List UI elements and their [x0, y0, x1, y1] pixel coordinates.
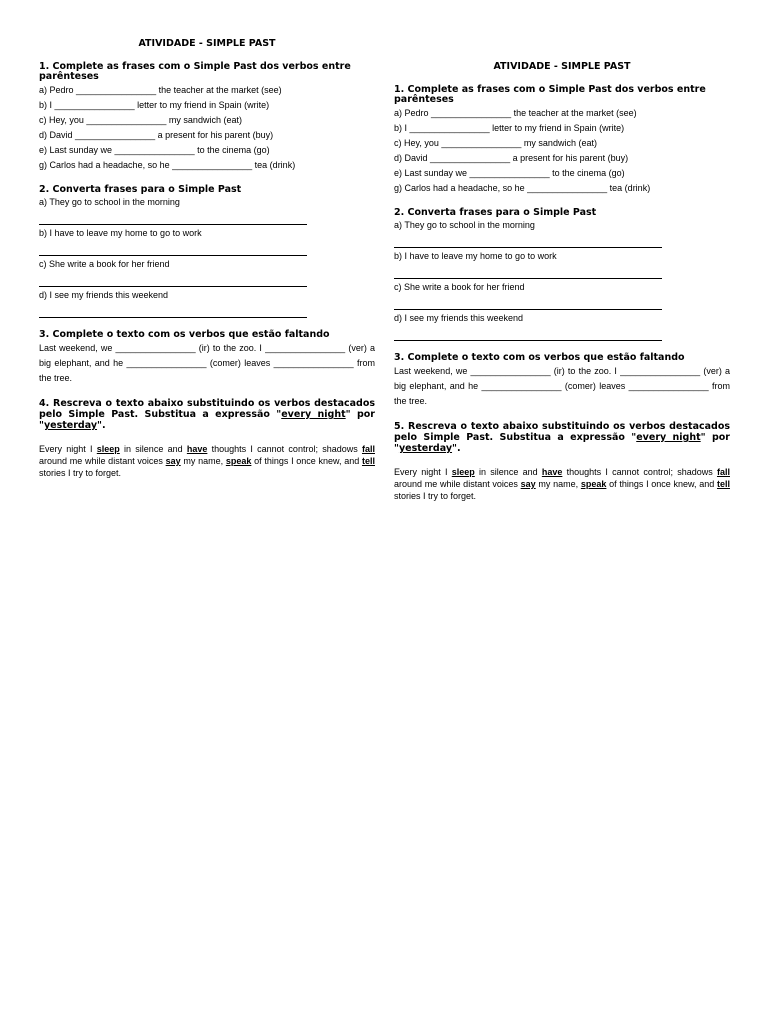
s1-item-e: e) Last sunday we ________________ to the cinema (go) — [394, 168, 625, 178]
s1-item-d: d) David ________________ a present for his parent (buy) — [39, 130, 274, 140]
answer-line — [39, 271, 307, 287]
section-1-title: 1. Complete as frases com o Simple Past dos verbos entre parênteses — [394, 84, 706, 105]
section-3-title: 3. Complete o texto com os verbos que estão faltando — [394, 352, 685, 363]
answer-line — [394, 325, 662, 341]
section-3 — [39, 330, 375, 386]
s1-item-b: b) I ________________ letter to my friend in Spain (write) — [39, 100, 270, 110]
section-3-title: 3. Complete o texto com os verbos que estão faltando — [39, 329, 330, 340]
verb-speak: speak — [225, 456, 252, 466]
s1-item-e: e) Last sunday we ________________ to the cinema (go) — [39, 145, 270, 155]
s2-prompt-d: d) I see my friends this weekend — [39, 290, 169, 300]
s2-prompt-a: a) They go to school in the morning — [394, 220, 535, 230]
section-2 — [394, 208, 730, 341]
section-4 — [39, 398, 375, 479]
answer-line — [39, 209, 307, 225]
section-4-title: 4. Rescreva o texto abaixo substituindo os verbos destacados pelo Simple Past. Substitua a expressão "every night" por "yesterday". — [39, 398, 376, 431]
verb-fall: fall — [361, 444, 375, 454]
worksheet-title: ATIVIDADE - SIMPLE PAST — [138, 38, 276, 49]
section-4-number: 4. — [39, 398, 50, 409]
s1-item-g: g) Carlos had a headache, so he ________________ tea (drink) — [39, 160, 296, 170]
verb-have: have — [186, 444, 208, 454]
answer-line — [394, 263, 662, 279]
section-1 — [394, 85, 730, 196]
answer-line — [394, 294, 662, 310]
section-5 — [394, 421, 730, 502]
verb-tell: tell — [361, 456, 375, 466]
s1-item-c: c) Hey, you ________________ my sandwich (eat) — [39, 115, 242, 125]
worksheet-title: ATIVIDADE - SIMPLE PAST — [493, 61, 631, 72]
s1-item-a: a) Pedro ________________ the teacher at the market (see) — [394, 108, 637, 118]
phrase-yesterday: yesterday — [43, 420, 98, 431]
s1-item-a: a) Pedro ________________ the teacher at the market (see) — [39, 85, 282, 95]
verb-speak: speak — [580, 479, 607, 489]
answer-line — [39, 302, 307, 318]
verb-sleep: sleep — [451, 467, 475, 477]
section-2-title: 2. Converta frases para o Simple Past — [394, 207, 597, 218]
s2-prompt-d: d) I see my friends this weekend — [394, 313, 524, 323]
s1-item-g: g) Carlos had a headache, so he ________________ tea (drink) — [394, 183, 651, 193]
verb-have: have — [541, 467, 563, 477]
section-1 — [39, 62, 375, 173]
s2-prompt-b: b) I have to leave my home to go to work — [39, 228, 202, 238]
story-paragraph: Every night I sleep in silence and have thoughts I cannot control; shadows fall around me while distant voices say my name, speak of things I once knew, and tell stories I try to forget. — [39, 444, 375, 478]
phrase-yesterday: yesterday — [398, 443, 453, 454]
s2-prompt-b: b) I have to leave my home to go to work — [394, 251, 557, 261]
section-1-title: 1. Complete as frases com o Simple Past dos verbos entre parênteses — [39, 61, 351, 82]
answer-line — [394, 232, 662, 248]
verb-tell: tell — [716, 479, 730, 489]
section-5-title: 5. Rescreva o texto abaixo substituindo os verbos destacados pelo Simple Past. Substitua a expressão "every night" por "yesterday". — [394, 421, 731, 454]
s2-prompt-c: c) She write a book for her friend — [39, 259, 170, 269]
phrase-every-night: every night — [281, 409, 346, 420]
verb-sleep: sleep — [96, 444, 120, 454]
section-2-title: 2. Converta frases para o Simple Past — [39, 184, 242, 195]
phrase-every-night: every night — [636, 432, 701, 443]
worksheet-left — [39, 38, 375, 491]
verb-say: say — [520, 479, 536, 489]
section-2 — [39, 185, 375, 318]
s1-item-c: c) Hey, you ________________ my sandwich (eat) — [394, 138, 597, 148]
worksheet-right — [394, 61, 730, 514]
story-paragraph: Every night I sleep in silence and have thoughts I cannot control; shadows fall around me while distant voices say my name, speak of things I once knew, and tell stories I try to forget. — [394, 467, 730, 501]
verb-say: say — [165, 456, 181, 466]
verb-fall: fall — [716, 467, 730, 477]
section-3-text: Last weekend, we ________________ (ir) to the zoo. I ________________ (ver) a big elephant, and he ________________ (comer) leaves ________________ from the tree. — [39, 343, 375, 383]
section-3 — [394, 353, 730, 409]
section-3-text: Last weekend, we ________________ (ir) to the zoo. I ________________ (ver) a big elephant, and he ________________ (comer) leaves ________________ from the tree. — [394, 366, 730, 406]
section-5-number: 5. — [394, 421, 405, 432]
s2-prompt-a: a) They go to school in the morning — [39, 197, 180, 207]
answer-line — [39, 240, 307, 256]
s1-item-d: d) David ________________ a present for his parent (buy) — [394, 153, 629, 163]
s1-item-b: b) I ________________ letter to my friend in Spain (write) — [394, 123, 625, 133]
s2-prompt-c: c) She write a book for her friend — [394, 282, 525, 292]
